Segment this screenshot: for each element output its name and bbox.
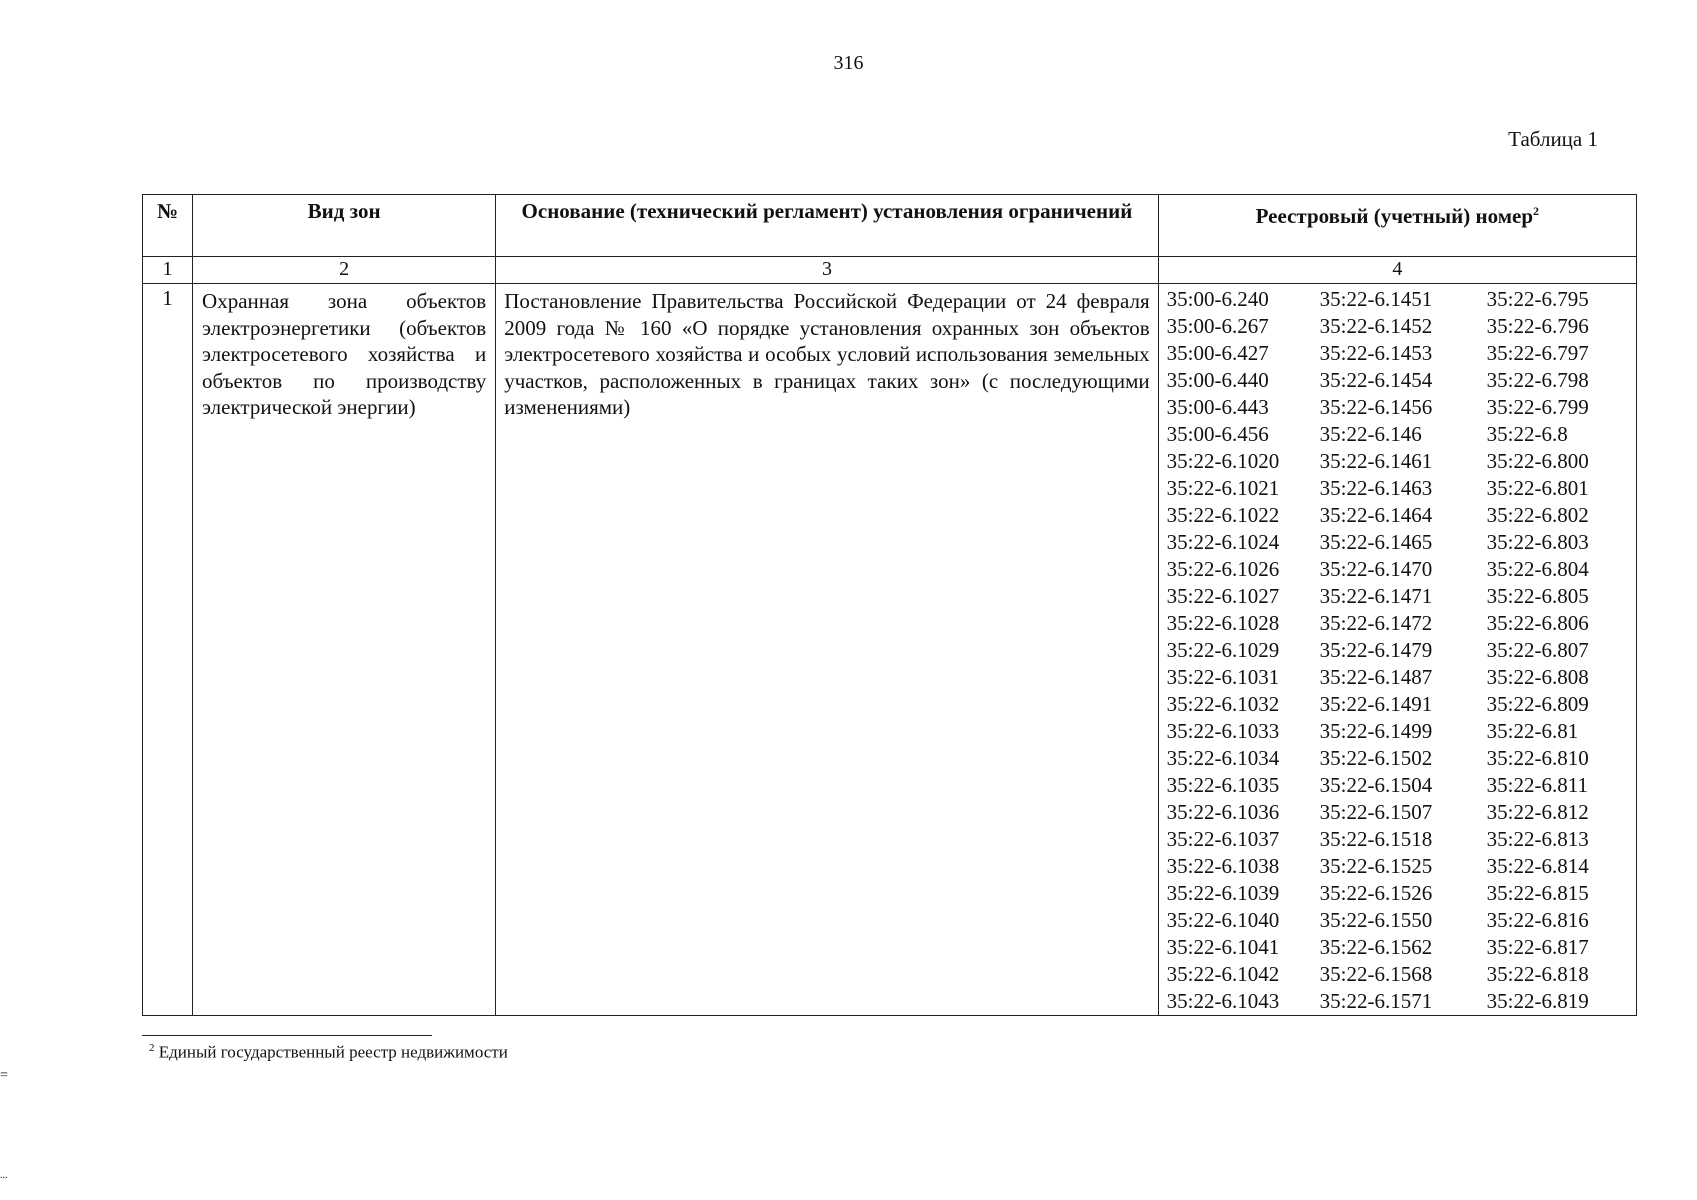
registry-number: 35:22-6.81 bbox=[1486, 719, 1579, 743]
header-zone-type: Вид зон bbox=[193, 195, 496, 257]
column-number: 2 bbox=[193, 257, 496, 284]
registry-number: 35:22-6.1029 bbox=[1166, 638, 1280, 662]
registry-number: 35:22-6.813 bbox=[1486, 827, 1589, 851]
registry-number: 35:22-6.1034 bbox=[1166, 746, 1280, 770]
registry-number: 35:22-6.1502 bbox=[1319, 746, 1433, 770]
page-number: 316 bbox=[833, 52, 864, 74]
registry-number: 35:22-6.1039 bbox=[1166, 881, 1280, 905]
registry-number: 35:22-6.1021 bbox=[1166, 476, 1280, 500]
registry-number: 35:22-6.1451 bbox=[1319, 287, 1433, 311]
registry-number: 35:22-6.796 bbox=[1486, 314, 1589, 338]
registry-number: 35:22-6.1038 bbox=[1166, 854, 1280, 878]
registry-number: 35:22-6.1479 bbox=[1319, 638, 1433, 662]
registry-number: 35:22-6.1024 bbox=[1166, 530, 1280, 554]
table-row bbox=[143, 284, 1637, 1016]
registry-number: 35:22-6.1042 bbox=[1166, 962, 1280, 986]
registry-number: 35:22-6.1456 bbox=[1319, 395, 1433, 419]
registry-number: 35:22-6.819 bbox=[1486, 989, 1589, 1013]
registry-number: 35:22-6.1491 bbox=[1319, 692, 1433, 716]
registry-number: 35:22-6.1028 bbox=[1166, 611, 1280, 635]
registry-number: 35:22-6.810 bbox=[1486, 746, 1589, 770]
column-number-row bbox=[143, 257, 1637, 284]
registry-number: 35:22-6.1499 bbox=[1319, 719, 1433, 743]
registry-number: 35:22-6.811 bbox=[1486, 773, 1588, 797]
registry-number: 35:22-6.1463 bbox=[1319, 476, 1433, 500]
registry-number: 35:22-6.1033 bbox=[1166, 719, 1280, 743]
registry-number: 35:22-6.801 bbox=[1486, 476, 1589, 500]
registry-number: 35:22-6.1040 bbox=[1166, 908, 1280, 932]
registry-number: 35:22-6.808 bbox=[1486, 665, 1589, 689]
registry-number: 35:22-6.798 bbox=[1486, 368, 1589, 392]
registry-number: 35:22-6.1031 bbox=[1166, 665, 1280, 689]
footnote-marker: 2 bbox=[149, 1042, 155, 1054]
registry-number: 35:22-6.1036 bbox=[1166, 800, 1280, 824]
registry-number: 35:22-6.8 bbox=[1486, 422, 1568, 446]
row-number: 1 bbox=[143, 284, 193, 1016]
registry-number: 35:22-6.1026 bbox=[1166, 557, 1280, 581]
registry-number: 35:22-6.1470 bbox=[1319, 557, 1433, 581]
margin-mark: = bbox=[0, 1068, 8, 1083]
registry-number: 35:22-6.1041 bbox=[1166, 935, 1280, 959]
registry-number: 35:22-6.814 bbox=[1486, 854, 1589, 878]
registry-number: 35:22-6.817 bbox=[1486, 935, 1589, 959]
registry-number: 35:22-6.800 bbox=[1486, 449, 1589, 473]
registry-number: 35:22-6.1471 bbox=[1319, 584, 1433, 608]
registry-number: 35:22-6.1526 bbox=[1319, 881, 1433, 905]
registry-number: 35:22-6.1550 bbox=[1319, 908, 1433, 932]
registry-number: 35:22-6.803 bbox=[1486, 530, 1589, 554]
column-number: 4 bbox=[1158, 257, 1636, 284]
registry-number: 35:22-6.809 bbox=[1486, 692, 1589, 716]
footnote bbox=[149, 1042, 508, 1063]
registry-number: 35:22-6.1032 bbox=[1166, 692, 1280, 716]
header-no: № bbox=[143, 195, 193, 257]
registry-number: 35:22-6.1568 bbox=[1319, 962, 1433, 986]
zone-type-cell: Охранная зона объектов электроэнергетики (объектов электросетевого хозяйства и объектов по производству электрической энергии) bbox=[193, 284, 496, 1016]
registry-number: 35:22-6.797 bbox=[1486, 341, 1589, 365]
column-number: 1 bbox=[143, 257, 193, 284]
registry-number: 35:22-6.1464 bbox=[1319, 503, 1433, 527]
registry-number: 35:22-6.802 bbox=[1486, 503, 1589, 527]
table-header-row bbox=[143, 195, 1637, 257]
registry-number: 35:00-6.443 bbox=[1166, 395, 1269, 419]
column-number: 3 bbox=[496, 257, 1158, 284]
registry-number: 35:22-6.818 bbox=[1486, 962, 1589, 986]
registry-number: 35:22-6.807 bbox=[1486, 638, 1589, 662]
footnote-ref: 2 bbox=[1533, 204, 1540, 218]
registry-number: 35:22-6.1472 bbox=[1319, 611, 1433, 635]
zones-table bbox=[142, 194, 1637, 1016]
registry-number: 35:22-6.795 bbox=[1486, 287, 1589, 311]
registry-number: 35:22-6.1518 bbox=[1319, 827, 1433, 851]
header-registry-label: Реестровый (учетный) номер bbox=[1255, 204, 1534, 228]
registry-number: 35:22-6.1035 bbox=[1166, 773, 1280, 797]
registry-cell bbox=[1158, 284, 1636, 1016]
header-registry bbox=[1158, 195, 1636, 257]
registry-number: 35:22-6.1461 bbox=[1319, 449, 1433, 473]
registry-number: 35:22-6.1487 bbox=[1319, 665, 1433, 689]
registry-number: 35:00-6.267 bbox=[1166, 314, 1269, 338]
registry-number: 35:22-6.1454 bbox=[1319, 368, 1433, 392]
registry-number: 35:22-6.1562 bbox=[1319, 935, 1433, 959]
registry-number: 35:22-6.146 bbox=[1319, 422, 1422, 446]
registry-number: 35:22-6.1507 bbox=[1319, 800, 1433, 824]
registry-number: 35:22-6.805 bbox=[1486, 584, 1589, 608]
registry-number: 35:22-6.1465 bbox=[1319, 530, 1433, 554]
registry-number: 35:22-6.1504 bbox=[1319, 773, 1433, 797]
registry-number: 35:00-6.456 bbox=[1166, 422, 1269, 446]
registry-numbers-grid bbox=[1159, 286, 1636, 1015]
registry-number: 35:22-6.815 bbox=[1486, 881, 1589, 905]
registry-number: 35:22-6.816 bbox=[1486, 908, 1589, 932]
margin-mark-bottom: ... bbox=[0, 1170, 8, 1181]
registry-number: 35:00-6.427 bbox=[1166, 341, 1269, 365]
registry-number: 35:22-6.1452 bbox=[1319, 314, 1433, 338]
registry-number: 35:22-6.812 bbox=[1486, 800, 1589, 824]
registry-number: 35:22-6.1020 bbox=[1166, 449, 1280, 473]
registry-number: 35:22-6.1037 bbox=[1166, 827, 1280, 851]
header-basis: Основание (технический регламент) установления ограничений bbox=[496, 195, 1158, 257]
registry-number: 35:22-6.1043 bbox=[1166, 989, 1280, 1013]
registry-number: 35:22-6.804 bbox=[1486, 557, 1589, 581]
registry-number: 35:22-6.806 bbox=[1486, 611, 1589, 635]
table-caption: Таблица 1 bbox=[1508, 127, 1598, 151]
registry-number: 35:22-6.1525 bbox=[1319, 854, 1433, 878]
basis-cell: Постановление Правительства Российской Федерации от 24 февраля 2009 года № 160 «О порядке установления охранных зон объектов электросетевого хозяйства и особых условий использования земельных участков, расположенных в границах таких зон» (с последующими изменениями) bbox=[496, 284, 1158, 1016]
footnote-divider bbox=[142, 1035, 432, 1036]
registry-number: 35:00-6.440 bbox=[1166, 368, 1269, 392]
footnote-text: Единый государственный реестр недвижимости bbox=[158, 1042, 508, 1062]
registry-number: 35:22-6.1022 bbox=[1166, 503, 1280, 527]
registry-number: 35:22-6.1027 bbox=[1166, 584, 1280, 608]
registry-number: 35:22-6.1453 bbox=[1319, 341, 1433, 365]
registry-number: 35:00-6.240 bbox=[1166, 287, 1269, 311]
registry-number: 35:22-6.1571 bbox=[1319, 989, 1433, 1013]
registry-number: 35:22-6.799 bbox=[1486, 395, 1589, 419]
